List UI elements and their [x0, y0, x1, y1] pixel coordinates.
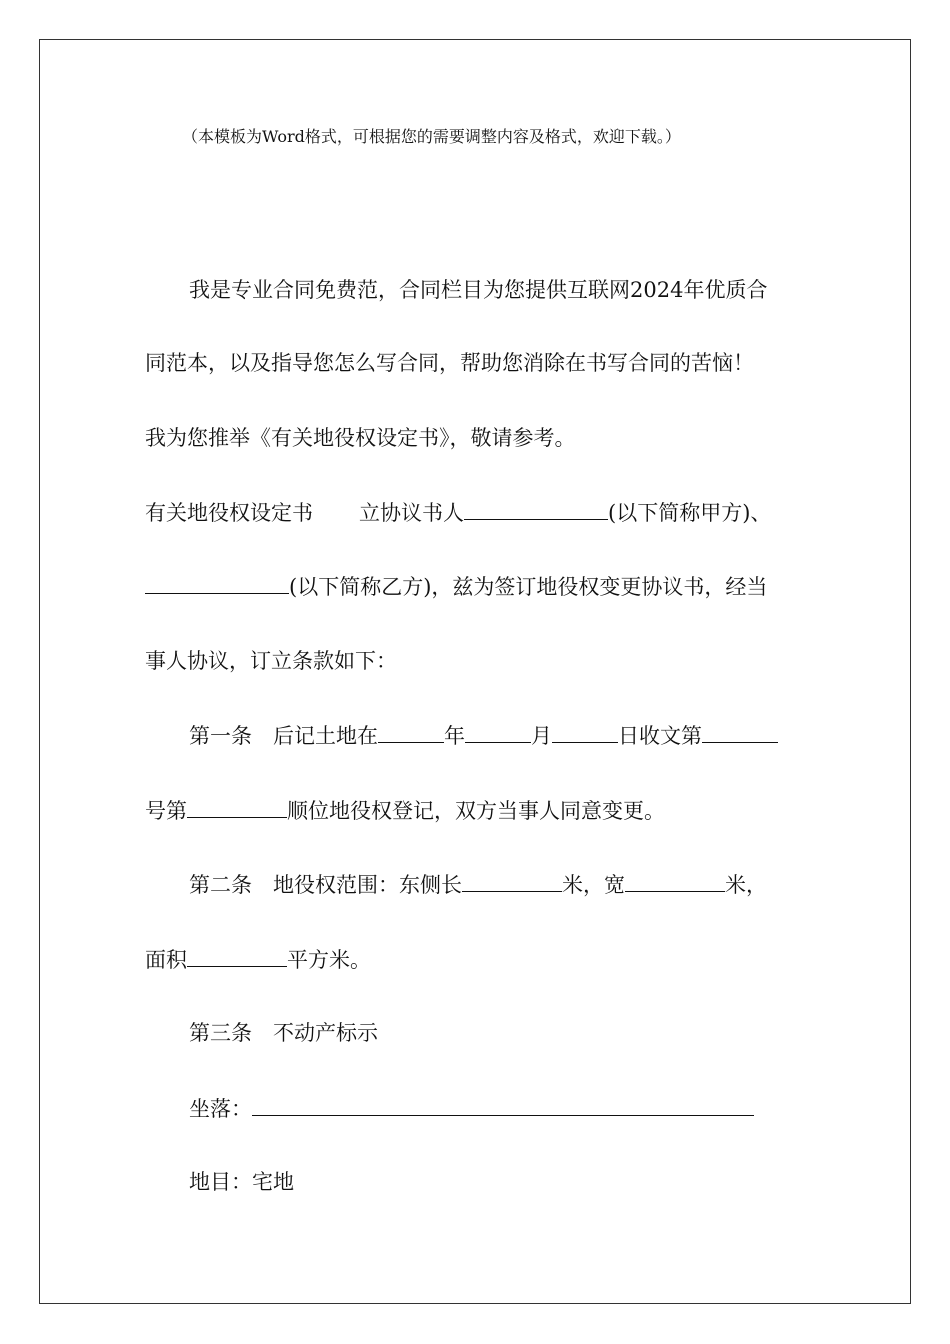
month-label: 月	[531, 724, 552, 748]
location-blank	[252, 1094, 754, 1116]
year-label: 年	[444, 724, 465, 748]
party-a-blank	[464, 498, 608, 520]
day-blank	[552, 721, 618, 743]
area-lead: 面积	[145, 948, 187, 972]
contract-line-1	[145, 498, 771, 527]
order-tail: 顺位地役权登记，双方当事人同意变更。	[287, 799, 665, 823]
party-b-suffix: (以下简称乙方)，兹为签订地役权变更协议书，经当	[289, 575, 768, 599]
article-3: 第三条 不动产标示	[189, 1021, 378, 1045]
location-label: 坐落：	[189, 1097, 252, 1121]
width-label: 米，宽	[562, 873, 625, 897]
land-type-line: 地目：宅地	[189, 1170, 294, 1194]
area-blank	[187, 945, 287, 967]
article-2-line-2	[145, 945, 371, 974]
location-line	[189, 1094, 754, 1123]
intro-line-3: 我为您推举《有关地役权设定书》，敬请参考。	[145, 426, 576, 450]
year-blank	[378, 721, 444, 743]
contract-line-3: 事人协议，订立条款如下：	[145, 649, 397, 673]
contract-title: 有关地役权设定书	[145, 501, 313, 525]
doc-number-blank	[702, 721, 778, 743]
intro-line-1: 我是专业合同免费范，合同栏目为您提供互联网2024年优质合	[189, 278, 768, 302]
length-blank	[462, 870, 562, 892]
article-2-lead: 第二条 地役权范围：东侧长	[189, 873, 462, 897]
area-unit: 平方米。	[287, 948, 371, 972]
contract-line-2	[145, 572, 767, 601]
party-a-suffix: (以下简称甲方)、	[608, 501, 772, 525]
article-2-line-1	[189, 870, 767, 899]
width-blank	[625, 870, 725, 892]
order-blank	[187, 796, 287, 818]
party-b-blank	[145, 572, 289, 594]
article-1-line-1	[189, 721, 778, 750]
header-note: （本模板为Word格式，可根据您的需要调整内容及格式，欢迎下载。）	[182, 127, 681, 146]
month-blank	[465, 721, 531, 743]
meter-unit: 米，	[725, 873, 767, 897]
article-1-line-2	[145, 796, 665, 825]
order-lead: 号第	[145, 799, 187, 823]
party-lead: 立协议书人	[359, 501, 464, 525]
article-1-lead: 第一条 后记土地在	[189, 724, 378, 748]
intro-line-2: 同范本，以及指导您怎么写合同，帮助您消除在书写合同的苦恼！	[145, 351, 754, 375]
day-label: 日收文第	[618, 724, 702, 748]
